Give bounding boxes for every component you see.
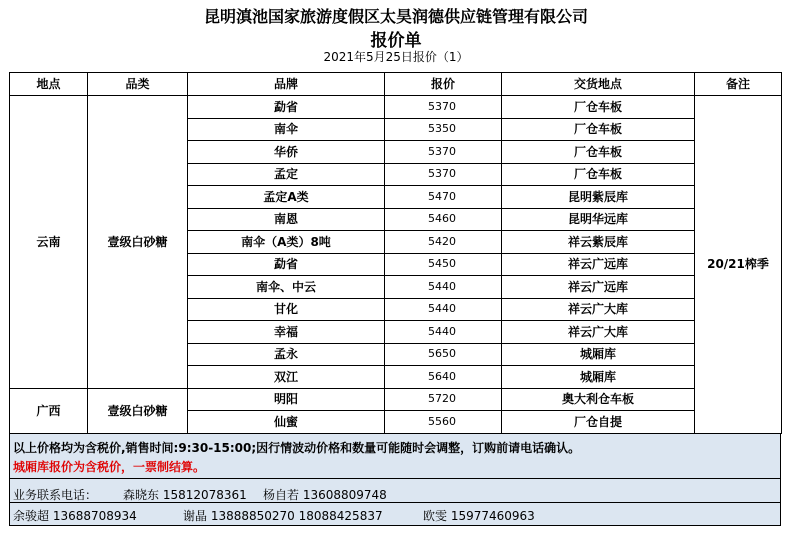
brand-cell: 幸福 bbox=[188, 321, 385, 344]
delivery-cell: 厂仓车板 bbox=[502, 163, 695, 186]
delivery-cell: 厂仓车板 bbox=[502, 118, 695, 141]
brand-cell: 南伞 bbox=[188, 118, 385, 141]
delivery-cell: 祥云广远库 bbox=[502, 276, 695, 299]
price-cell: 5370 bbox=[385, 141, 502, 164]
location-cell: 云南 bbox=[10, 96, 88, 389]
contact-item: 谢晶 13888850270 18088425837 bbox=[183, 509, 383, 523]
price-cell: 5640 bbox=[385, 366, 502, 389]
delivery-cell: 奥大利仓车板 bbox=[502, 388, 695, 411]
delivery-cell: 城厢库 bbox=[502, 366, 695, 389]
price-cell: 5470 bbox=[385, 186, 502, 209]
notes-box bbox=[9, 434, 781, 479]
category-cell: 壹级白砂糖 bbox=[88, 96, 188, 389]
brand-cell: 华侨 bbox=[188, 141, 385, 164]
col-header-brand: 品牌 bbox=[188, 73, 385, 96]
delivery-cell: 厂仓车板 bbox=[502, 96, 695, 119]
delivery-cell: 昆明紫辰库 bbox=[502, 186, 695, 209]
contact-item: 杨自若 13608809748 bbox=[263, 488, 387, 502]
delivery-cell: 昆明华远库 bbox=[502, 208, 695, 231]
price-cell: 5440 bbox=[385, 298, 502, 321]
contacts-label: 业务联系电话： bbox=[13, 488, 98, 502]
delivery-cell: 厂仓车板 bbox=[502, 141, 695, 164]
brand-cell: 仙蜜 bbox=[188, 411, 385, 434]
table-header-row bbox=[10, 73, 782, 96]
price-cell: 5370 bbox=[385, 163, 502, 186]
price-cell: 5350 bbox=[385, 118, 502, 141]
brand-cell: 双江 bbox=[188, 366, 385, 389]
brand-cell: 孟定 bbox=[188, 163, 385, 186]
price-cell: 5460 bbox=[385, 208, 502, 231]
brand-cell: 南伞（A类）8吨 bbox=[188, 231, 385, 254]
category-cell: 壹级白砂糖 bbox=[88, 388, 188, 433]
table-row bbox=[10, 96, 782, 119]
brand-cell: 明阳 bbox=[188, 388, 385, 411]
table-row bbox=[10, 388, 782, 411]
price-cell: 5370 bbox=[385, 96, 502, 119]
contact-item: 森晓东 15812078361 bbox=[123, 488, 247, 502]
delivery-cell: 祥云广大库 bbox=[502, 298, 695, 321]
price-cell: 5420 bbox=[385, 231, 502, 254]
delivery-cell: 祥云广大库 bbox=[502, 321, 695, 344]
price-note: 以上价格均为含税价,销售时间:9:30-15:00;因行情波动价格和数量可能随时会调整，订购前请电话确认。 bbox=[13, 441, 581, 455]
delivery-cell: 祥云紫辰库 bbox=[502, 231, 695, 254]
price-cell: 5560 bbox=[385, 411, 502, 434]
brand-cell: 甘化 bbox=[188, 298, 385, 321]
col-header-category: 品类 bbox=[88, 73, 188, 96]
price-cell: 5650 bbox=[385, 343, 502, 366]
quote-date: 2021年5月25日报价（1） bbox=[323, 50, 469, 64]
contact-item: 欧雯 15977460963 bbox=[423, 509, 535, 523]
remark-cell: 20/21榨季 bbox=[695, 96, 782, 434]
contact-item: 余骏超 13688708934 bbox=[13, 509, 137, 523]
document-title: 报价单 bbox=[370, 31, 422, 51]
table-body bbox=[10, 96, 782, 434]
col-header-remark: 备注 bbox=[695, 73, 782, 96]
delivery-cell: 祥云广远库 bbox=[502, 253, 695, 276]
brand-cell: 孟永 bbox=[188, 343, 385, 366]
price-cell: 5720 bbox=[385, 388, 502, 411]
delivery-cell: 厂仓自提 bbox=[502, 411, 695, 434]
brand-cell: 南伞、中云 bbox=[188, 276, 385, 299]
delivery-cell: 城厢库 bbox=[502, 343, 695, 366]
company-name: 昆明滇池国家旅游度假区太昊润德供应链管理有限公司 bbox=[203, 7, 588, 26]
location-cell: 广西 bbox=[10, 388, 88, 433]
col-header-location: 地点 bbox=[10, 73, 88, 96]
col-header-delivery: 交货地点 bbox=[502, 73, 695, 96]
price-cell: 5440 bbox=[385, 321, 502, 344]
warehouse-note: 城厢库报价为含税价，一票制结算。 bbox=[13, 460, 206, 474]
price-cell: 5440 bbox=[385, 276, 502, 299]
brand-cell: 勐省 bbox=[188, 96, 385, 119]
brand-cell: 南恩 bbox=[188, 208, 385, 231]
brand-cell: 孟定A类 bbox=[188, 186, 385, 209]
contacts-box bbox=[9, 478, 781, 526]
col-header-price: 报价 bbox=[385, 73, 502, 96]
price-cell: 5450 bbox=[385, 253, 502, 276]
price-table bbox=[9, 72, 782, 434]
brand-cell: 勐省 bbox=[188, 253, 385, 276]
